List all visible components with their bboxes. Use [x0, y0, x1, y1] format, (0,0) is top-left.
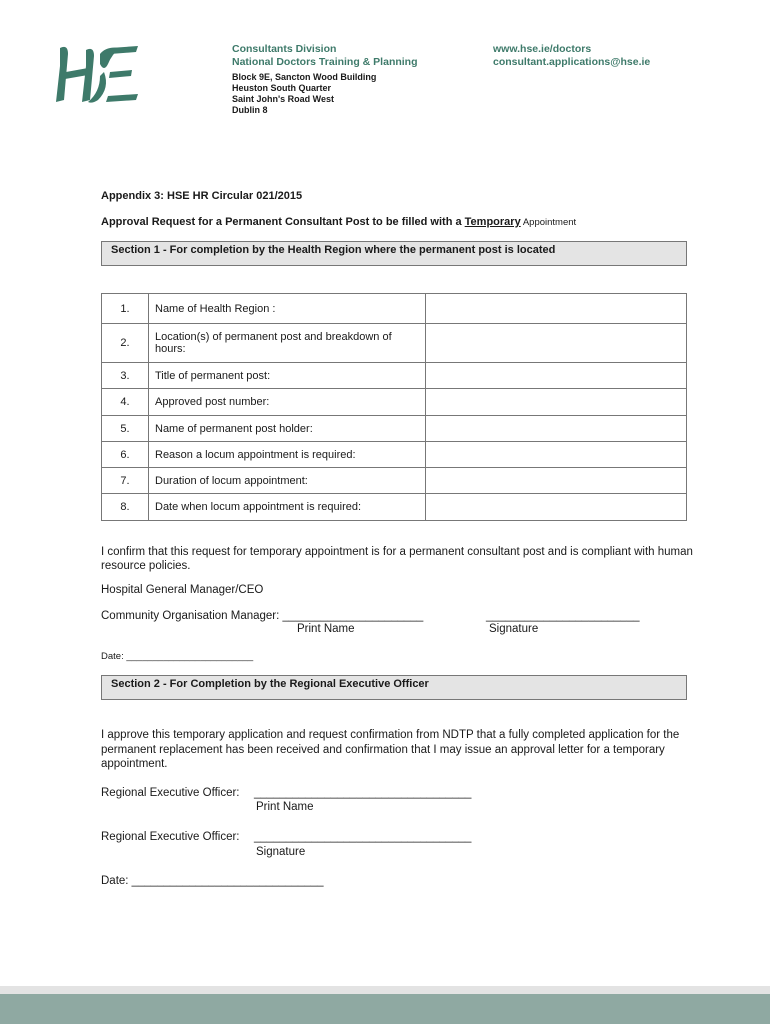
print-name-label: Print Name [297, 623, 355, 635]
row-number: 8. [102, 494, 149, 521]
hospital-gm-label: Hospital General Manager/CEO [101, 584, 264, 596]
website-link[interactable]: www.hse.ie/doctors [493, 43, 592, 55]
division-title: Consultants Division [232, 43, 337, 55]
table-row [102, 416, 687, 442]
row-number: 4. [102, 389, 149, 416]
section1-header: Section 1 - For completion by the Health Region where the permanent post is located [101, 241, 687, 266]
row-label: Name of permanent post holder: [149, 416, 426, 442]
row-number: 3. [102, 363, 149, 389]
section2-header: Section 2 - For Completion by the Regional Executive Officer [101, 675, 687, 700]
table-row [102, 442, 687, 468]
reo-signature-label: Signature [256, 846, 306, 858]
table-row [102, 389, 687, 416]
table-row [102, 363, 687, 389]
address-line: Dublin 8 [232, 105, 268, 115]
row-number: 7. [102, 468, 149, 494]
reo-signature-line[interactable]: __________________________________ [254, 831, 472, 843]
table-row [102, 294, 687, 324]
table-row [102, 468, 687, 494]
address-line: Heuston South Quarter [232, 83, 332, 93]
row-input[interactable] [426, 468, 687, 494]
logo-text: HSE [54, 42, 57, 43]
row-label: Duration of locum appointment: [149, 468, 426, 494]
signature-line[interactable]: ________________________ [486, 610, 640, 622]
row-number: 2. [102, 324, 149, 363]
section2-date-field[interactable]: Date: ______________________________ [101, 875, 324, 887]
row-input[interactable] [426, 294, 687, 324]
email-link[interactable]: consultant.applications@hse.ie [493, 56, 651, 68]
row-input[interactable] [426, 442, 687, 468]
row-input[interactable] [426, 416, 687, 442]
row-label: Title of permanent post: [149, 363, 426, 389]
section1-date-field[interactable]: Date: ________________________ [101, 651, 254, 662]
reo-print-name-label: Print Name [256, 801, 314, 813]
request-title-prefix: Approval Request for a Permanent Consultant Post to be filled with a [101, 216, 465, 228]
row-number: 6. [102, 442, 149, 468]
request-title-underlined: Temporary [464, 216, 521, 228]
address-line: Saint John's Road West [232, 94, 334, 104]
community-manager-field[interactable]: Community Organisation Manager: ______________________ [101, 610, 424, 622]
row-input[interactable] [426, 363, 687, 389]
row-number: 5. [102, 416, 149, 442]
signature-label: Signature [489, 623, 539, 635]
section1-table [101, 293, 687, 521]
row-label: Date when locum appointment is required: [149, 494, 426, 521]
subdivision-title: National Doctors Training & Planning [232, 56, 418, 68]
reo-label-2: Regional Executive Officer: [101, 831, 240, 843]
row-label: Reason a locum appointment is required: [149, 442, 426, 468]
row-label: Approved post number: [149, 389, 426, 416]
row-label: Name of Health Region : [149, 294, 426, 324]
address-block [232, 72, 376, 116]
row-number: 1. [102, 294, 149, 324]
approve-text: I approve this temporary application and request confirmation from NDTP that a fully completed application for the permanent replacement has been received and confirmation that I may issue an approval letter for a temporary appointment. [101, 729, 680, 770]
appendix-title: Appendix 3: HSE HR Circular 021/2015 [101, 190, 303, 202]
confirm-text: I confirm that this request for temporary appointment is for a permanent consultant post and is compliant with human resource policies. [101, 546, 693, 572]
address-line: Block 9E, Sancton Wood Building [232, 72, 377, 82]
table-row [102, 494, 687, 521]
table-row [102, 324, 687, 363]
footer-divider [0, 986, 770, 994]
reo-print-name-line[interactable]: __________________________________ [254, 787, 472, 799]
row-input[interactable] [426, 389, 687, 416]
request-title-suffix: Appointment [520, 217, 577, 228]
request-title [101, 216, 576, 228]
row-input[interactable] [426, 324, 687, 363]
hse-logo [54, 42, 142, 106]
reo-label-1: Regional Executive Officer: [101, 787, 240, 799]
row-input[interactable] [426, 494, 687, 521]
row-label: Location(s) of permanent post and breakdown of hours: [149, 324, 426, 363]
